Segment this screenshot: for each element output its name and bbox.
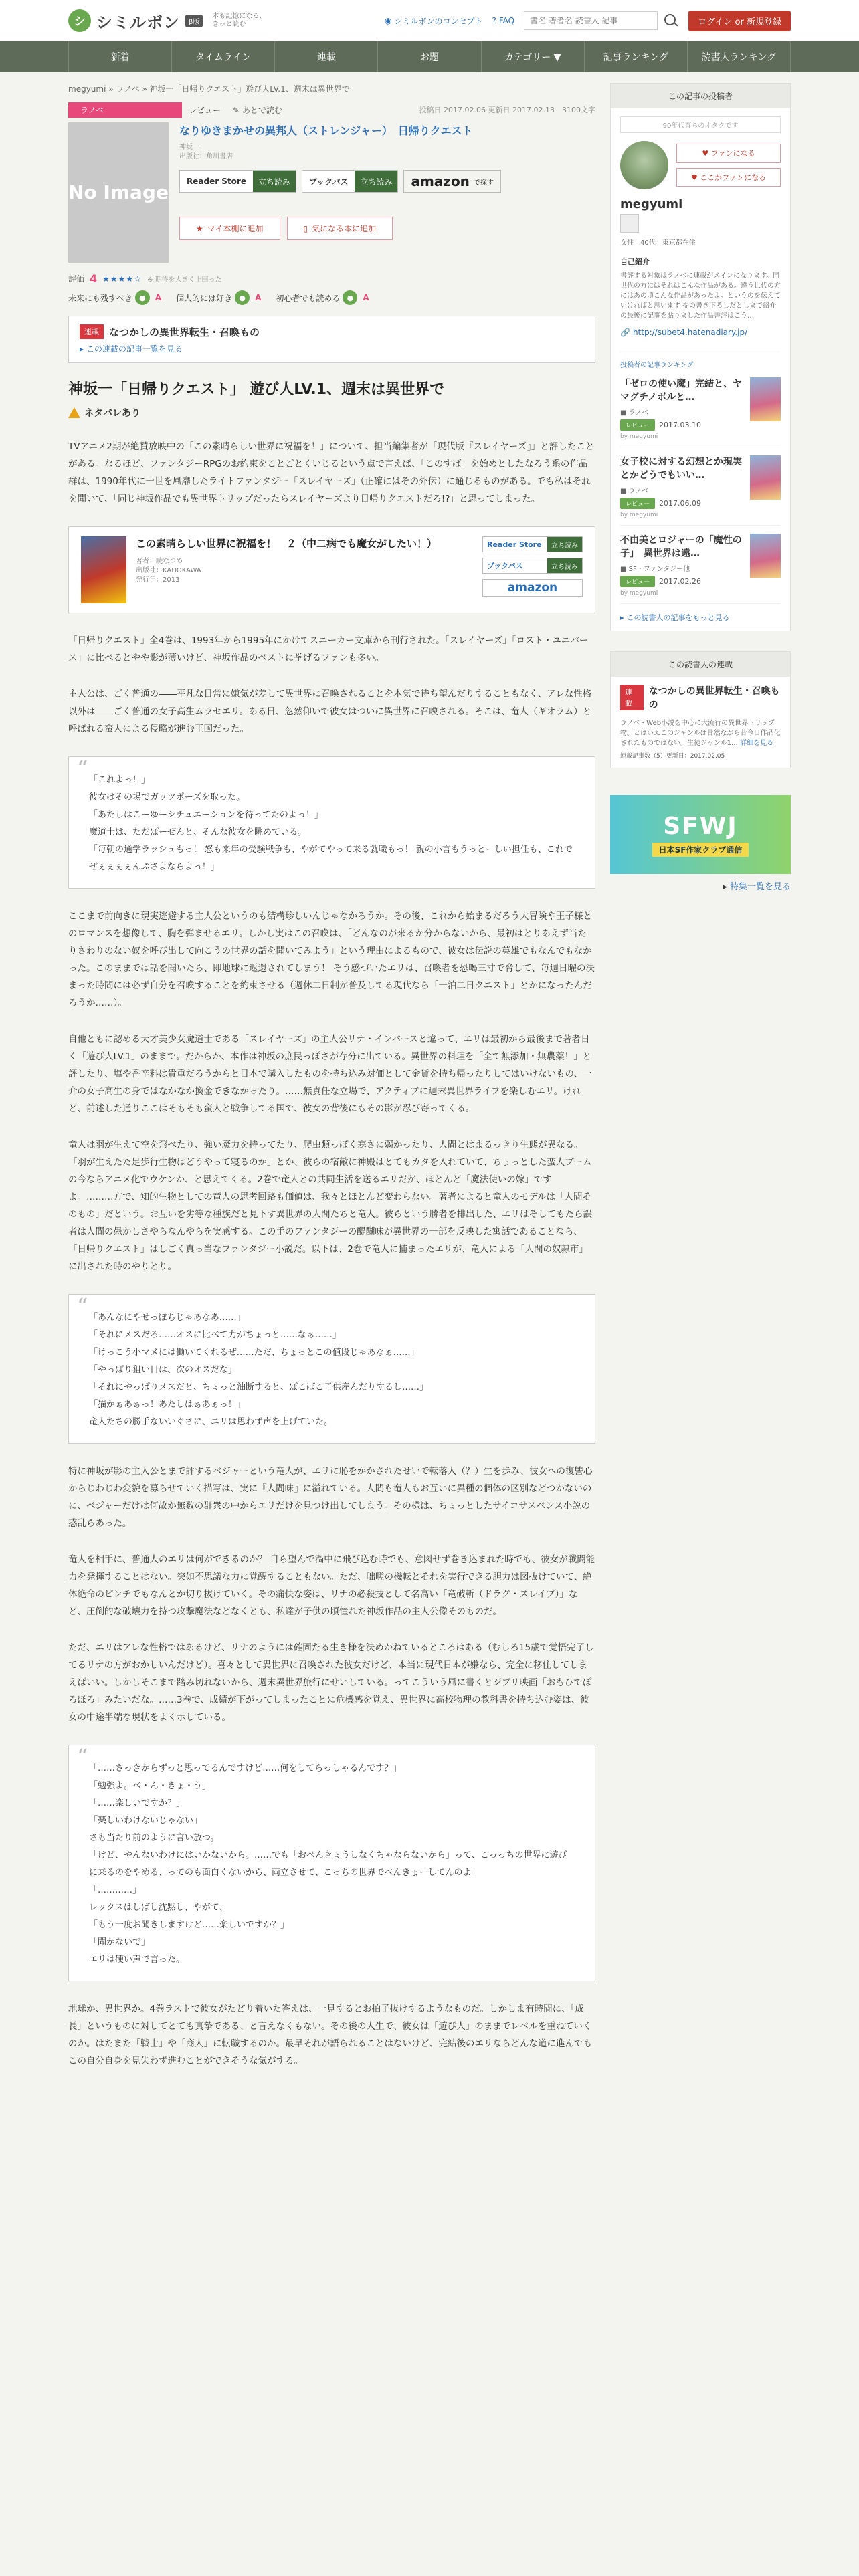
article-paragraph: 竜人は羽が生えて空を飛べたり、強い魔力を持ってたり、爬虫類っぽく寒さに弱かったり、人間とはまるっきり生態が異なる。「羽が生えたた足歩行生物はどうやって寝るのか」とか、彼らの宿敵に神殿はとてもカタを入れていて、ちょっとした蛮人ブームの今ならアニメ化でウケンか、と思えてくる。2巻で竜人との共同生活を送るエリだが、ほとんど「魔法使いの嫁」ですよ。………方で、知的生物としての竜人の思考回路も価値は、我々とほとんど変わらない。著者によると竜人のモデルは「人間そのもの」だという。お互いを劣等な種族だと見下す異世界の人間たちと竜人。彼らという勝者を排出した、エリはそしてもたら誤者は人間の愚かしさやらなんやらを実感する。この手のファンタジーの醍醐味が異世界の一部を反映した寓話であることなら、「日帰りクエスト」はしごく真っ当なファンタジー小説だ。以下は、2巻で竜人に捕まったエリが、竜人による「人間の奴隷市」に出された時のやりとり。 <box>68 1140 592 1272</box>
logo-mark-icon: シ <box>68 9 91 32</box>
article-paragraph: 特に神坂が影の主人公とまで評するベジャーという竜人が、エリに恥をかかされたせいで転落人（？）生を歩み、彼女への復讐心からじわじわ変貌を募らせていく描写は、実に『人間味』に溢れている。人間も竜人もお互いに異種の個体の区別などつかないのに、ベジャーだけは何故か無数の群衆の中からエリだけを見つけ出してしまう。その様は、ちょっとしたサイコサスペンス小説の惑乱らあった。 <box>68 1466 593 1529</box>
series-title[interactable]: なつかしの異世界転生・召喚もの <box>109 326 260 338</box>
bookmark-icon: ▯ <box>303 223 308 233</box>
reader-store-button[interactable]: Reader Store 立ち読み <box>179 170 296 193</box>
rating-score: 4 <box>90 272 98 285</box>
series-tag: 連載 <box>620 685 644 710</box>
book-cover-image[interactable] <box>81 536 126 603</box>
nav-item-new[interactable]: 新着 <box>68 41 171 72</box>
arrow-right-icon: ▸ <box>80 344 84 354</box>
nav-item-article-ranking[interactable]: 記事ランキング <box>584 41 687 72</box>
site-logo[interactable] <box>68 9 266 33</box>
ranking-thumbnail <box>750 534 781 578</box>
bookpass-button[interactable]: ブックパス 立ち読み <box>302 170 398 193</box>
series-list-link[interactable]: ▸ この連載の記事一覧を見る <box>80 344 183 354</box>
nav-item-timeline[interactable]: タイムライン <box>171 41 274 72</box>
article-paragraph: 地球か、異世界か。4巻ラストで彼女がたどり着いた答えは、一見するとお拍子抜けするようなものだ。しかしま有時間に、「成長」というものに対してとても真摯である、と言えなくもない。その後の人生で、彼女は「遊び人」のままでレベルを重ねていくのか。はたまた「戦士」や「商人」に転職するのか。最早それが語られることはないけど、完結後のエリならどんな道に進んでもこの自分自身を見失わず進むことができそうな気がする。 <box>68 2004 592 2066</box>
heart-icon: ♥ <box>690 173 698 182</box>
article-paragraph: 「日帰りクエスト」全4巻は、1993年から1995年にかけてスニーカー文庫から刊行された。「スレイヤーズ」「ロスト・ユニバース」に比べるとやや影が薄いけど、神坂作品のベストに挙げるファンも多い。 <box>68 635 589 663</box>
logo-text: シミルボン <box>96 13 180 32</box>
heart-icon: ♥ <box>702 149 709 158</box>
ranking-item[interactable]: 不由美とロジャーの「魔性の子」 異世界は遠… ■ SF・ファンタジー他 レビュー 2017.02.26 by megyumi <box>620 534 781 604</box>
quote-icon: “ <box>77 756 88 781</box>
author-name[interactable]: megyumi <box>620 197 683 211</box>
article-paragraph: 主人公は、ごく普通の――平凡な日常に嫌気が差して異世界に召喚されることを本気で待ち望んだりすることもなく、アレな性格以外は――ごく普通の女子高生ムラセエリ。ある日、忽然仰いで彼女はついに異世界に召喚される。そこは、竜人（ギオラム）と呼ばれる蛮人による侵略が進む王国だった。 <box>68 689 592 734</box>
rating-stars: ★★★★☆ <box>102 274 142 284</box>
book-cover-placeholder: No Image <box>68 122 169 263</box>
concept-link[interactable]: ◉ シミルボンのコンセプト <box>384 16 483 26</box>
article-paragraph: 竜人を相手に、普通人のエリは何ができるのか？ 自ら望んで渦中に飛び込む時でも、意図せず巻き込まれた時でも、彼女が戦闘能力を発揮することはない。突如不思議な力に覚醒することもない。ただ、咄嗟の機転とそれを実行できる胆力は図抜けていて、絶体絶命のピンチでもなんとか切り抜けていく。その痛快な姿は、リナの必殺技として名高い「竜破斬（ドラグ・スレイブ）」など、圧倒的な破壊力を持つ攻撃魔法などなくとも、私達が子供の頃憧れた神坂作品の主人公像そのものだ。 <box>68 1554 595 1617</box>
quote-block: “ 「あんなにやせっぽちじゃあなあ……」 「それにメスだろ……オスに比べて力がちょっと……なぁ……」 「けっこう小マメには働いてくれるぜ……ただ、ちょっとこの値段じゃあなぁ……」 「やっぱり狙い目は、次のオスだな」 「それにやっぱりメスだと、ちょっと油断すると、ぼこぼこ子供産んだりするし……」 「猫かぁあぁっ！あたしはぁあぁっ！」 竜人たちの勝手ないいぐさに、エリは思わず声を上げていた。 <box>68 1294 595 1444</box>
main-column <box>68 83 595 2070</box>
more-articles-link[interactable]: ▸ この読書人の記事をもっと見る <box>620 613 730 622</box>
article-paragraph: ここまで前向きに現実逃避する主人公というのも結構珍しいんじゃなかろうか。その後、これから始まるだろう大冒険や王子様とのロマンスを想像して、胸を弾ませるエリ。しかし実はこの召喚は、「どんなのが来るか分からないから、最初はとりあえず当たりさわりのない奴を呼び出して向こうの世界の話を聞いてみよう」という理由によるもので、彼女は伝説の英雄でもなんでもなかった。このままでは話を聞いたら、即地球に返還されてしまう！ そう感づいたエリは、召喚者を恐喝三寸で脅して、毎週日曜の決まった時間には必ず自分を召喚することを約束させる（週休二日制が普及してる現代なら「一泊二日クエスト」とかになったんだろうか……）。 <box>68 911 595 1008</box>
author-meta: 女性 40代 東京都在住 <box>620 239 696 247</box>
amazon-button[interactable]: amazon で探す <box>403 170 500 193</box>
series-detail-link[interactable]: 詳細を見る <box>740 740 774 747</box>
book-info <box>68 122 595 263</box>
nav-item-series[interactable]: 連載 <box>274 41 377 72</box>
author-panel-title: この記事の投稿者 <box>611 84 790 108</box>
card-book-title[interactable]: この素晴らしい世界に祝福を！ ２（中二病でも魔女がしたい！） <box>136 538 438 550</box>
nav-item-reader-ranking[interactable]: 読書人ランキング <box>687 41 791 72</box>
genre-tag[interactable]: ラノベ <box>68 102 182 118</box>
book-meta: 神坂一 出版社：角川書店 <box>179 144 233 160</box>
grade-badge-icon: ● <box>135 290 150 305</box>
warning-icon <box>68 407 80 418</box>
question-icon: ? <box>492 16 496 25</box>
add-interest-button[interactable]: ▯ 気になる本に追加 <box>287 217 393 240</box>
card-reader-store-button[interactable]: Reader Store 立ち読み <box>482 536 583 552</box>
search-input[interactable] <box>524 11 658 30</box>
search-icon[interactable] <box>662 12 679 29</box>
series-description: ラノベ・Web小説を中心に大流行の異世界トリップ物。とはいえこのジャンルは昔然ながら昔今日作品化されたものではない。生徒ジャンル1… 詳細を見る <box>620 720 781 747</box>
ranking-item[interactable]: 女子校に対する幻想とか現実とかどうでもいい… ■ ラノベ レビュー 2017.06.09 by megyumi <box>620 455 781 526</box>
series-box <box>68 316 595 363</box>
pencil-icon: ✎ <box>233 105 240 115</box>
quote-block: “ 「……さっきからずっと思ってるんですけど……何をしてらっしゃるんです？」 「勉強よ。ベ・ん・きょ・う」 「……楽しいですか？」 「楽しいわけないじゃない」 さも当たり前のように言い放つ。 「けど、やんないわけにはいかないから。……でも「おべんきょうしなくちゃならないから」って、こっっちの世界に遊びに来るのをやめる、ってのも面白くないから、両立させて、こっちの世界でべんきょーしてんのよ」 「…………」 レックスはしばし沈黙し、やがて、 「もう一度お聞きしますけど……楽しいですか？」 「聞かないで」 エリは硬い声で言った。 <box>68 1745 595 1981</box>
nav-item-topic[interactable]: お題 <box>377 41 480 72</box>
sfwj-banner[interactable]: SFWJ 日本SF作家クラブ通信 <box>610 795 791 874</box>
become-fan-button[interactable]: ♥ ファンになる <box>676 144 781 163</box>
rating: 評価 4 ★★★★☆ ※ 期待を大きく上回った <box>68 272 222 285</box>
embedded-book-card: この素晴らしい世界に祝福を！ ２（中二病でも魔女がしたい！） 著者：暁なつめ 出版社：KADOKAWA 発行年：2013 Reader Store 立ち読み ブックパス 立ち読み amazon <box>68 526 595 613</box>
type-label: レビュー <box>189 105 221 115</box>
ranking-thumbnail <box>750 455 781 500</box>
spoiler-warning: ネタバレあり <box>68 406 595 419</box>
login-button[interactable]: ログイン or 新規登録 <box>688 11 791 31</box>
article-paragraph: TVアニメ2期が絶賛放映中の「この素晴らしい世界に祝福を！」について、担当編集者が「現代版『スレイヤーズ』」と評したことがある。なるほど、ファンタジーRPGのお約束をことごとくいじるという点で言えば、「このすば」を始めとしたなろう系の作品群は、1990年代に一世を風靡したライトファンタジー「スレイヤーズ」（正確にはその外伝）に通じるものがある。でも私はそれを聞いて、「同じ神坂作品でも異世界トリップだったらスレイヤーズより日帰りクエストだろ!?」と思ってしまった。 <box>68 441 595 504</box>
ranking-thumbnail <box>750 377 781 421</box>
series-tag: 連載 <box>80 324 104 339</box>
tag-icon: ■ <box>620 409 627 417</box>
series-panel <box>610 651 791 768</box>
arrow-right-icon: ▸ <box>723 882 727 892</box>
tag-icon: ■ <box>620 566 627 573</box>
sidebar <box>610 83 791 2070</box>
quote-icon: “ <box>77 1293 88 1319</box>
logo-beta-badge: β版 <box>185 15 203 27</box>
star-icon: ★ <box>196 223 203 233</box>
arrow-right-icon: ▸ <box>620 613 624 622</box>
tag-icon: ■ <box>620 488 627 495</box>
fan-point-button[interactable]: ♥ ここがファンになる <box>676 168 781 187</box>
read-later-link[interactable]: ✎ あとで読む <box>233 105 282 115</box>
book-title-link[interactable]: なりゆきまかせの異邦人（ストレンジャー） 日帰りクエスト <box>179 124 473 137</box>
article-paragraph: ただ、エリはアレな性格ではあるけど、リナのようには確固たる生き様を決めかねているところはある（むしろ15歳で覚悟完了してるリナの方がおかしいんだけど）。喜々として異世界に召喚された彼女だけど、本当に現代日本が嫌なら、完全に移住してしまえばいい。しかしそこまで踏み切れないから、週末異世界旅行にせいしている。ってこういう風に書くとジブリ映画「おもひでぽろぽろ」みたいだな。……3巻で、成績が下がってしまったことに危機感を覚え、異世界に高校物理の教科書を持ち込む姿は、彼女の中途半端な現状をよく示している。 <box>68 1642 594 1723</box>
global-nav <box>0 41 859 72</box>
author-panel <box>610 83 791 631</box>
author-catchphrase: 90年代育ちのオタクです <box>620 116 781 133</box>
ranking-heading: 投稿者の記事ランキング <box>620 352 781 369</box>
author-intro: 書評する対象はラノベに連載がメインになります。同世代の方にはそれはこんな作品がある。違う世代の方にはあの頃こんな作品があったよ。というのを伝えていければと思います 提の書き下ろしだとしまで紹介の最後に記事を貼りました作品書評はこう… <box>620 272 781 320</box>
series-panel-title: この読書人の連載 <box>611 652 790 677</box>
recommendation-grades: 未来にも残すべき ● A 個人的には好き ● A 初心者でも読める ● A <box>68 290 595 305</box>
article-paragraph: 自他ともに認める天才美少女魔道士である「スレイヤーズ」の主人公リナ・インバースと違って、エリは最初から最後まで著者日く「遊び人LV.1」のままで。だからか、本作は神坂の庶民っぽさが存分に出ている。異世界の料理を「全て無添加・無農薬！」と評したり、塩や香辛料は貴重だろうからと日本で購入したものを持ち込み対価として金貨を持ち帰ったりしてはいけないもの、一介の女子高生の身ではなかなか換金できなかったり。……無責任な立場で、アクティブに週末異世界ライフを楽しむエリ。けれど、前述した通りここはそもそも蛮人と戦争してる国で、彼女の背後にもその影が忍び寄ってくる。 <box>68 1034 592 1114</box>
card-amazon-button[interactable]: amazon <box>482 579 583 597</box>
author-blog-link[interactable]: 🔗 http://subet4.hatenadiary.jp/ <box>620 328 748 337</box>
intro-heading: 自己紹介 <box>620 257 650 266</box>
nav-item-category[interactable]: カテゴリー ▼ <box>481 41 584 72</box>
grade-badge-icon: ● <box>235 290 250 305</box>
series-count: 連載記事数（5）更新日：2017.02.05 <box>620 753 725 760</box>
quote-block: “ 「これよっ！」 彼女はその場でガッツポーズを取った。 「あたしはこーゆーシチュエーションを待ってたのよっ！」 魔道士は、ただぽーぜんと、そんな彼女を眺めている。 「毎朝の通学ラッシュもっ！ 怒も来年の受験戦争も、やがてやって来る就職もっ！ 親の小言もうっとーしい担任も、これでぜぇぇぇぇんぶさよならよっ！」 <box>68 756 595 889</box>
article-title: 神坂一「日帰りクエスト」 遊び人LV.1、週末は異世界で <box>68 381 445 398</box>
ranking-item[interactable]: 「ゼロの使い魔」完結と、ヤマグチノボルと… ■ ラノベ レビュー 2017.03.10 by megyumi <box>620 377 781 447</box>
feature-list-link[interactable]: ▸ 特集一覧を見る <box>723 882 791 892</box>
post-dates: 投稿日 2017.02.06 更新日 2017.02.13 3100文字 <box>419 106 595 114</box>
card-bookpass-button[interactable]: ブックパス 立ち読み <box>482 558 583 574</box>
logo-small-icon: ◉ <box>384 16 392 25</box>
add-shelf-button[interactable]: ★ マイ本棚に追加 <box>179 217 280 240</box>
avatar[interactable] <box>620 141 668 189</box>
side-series-title[interactable]: なつかしの異世界転生・召喚もの <box>648 686 780 710</box>
top-header <box>0 0 859 41</box>
grade-badge-icon: ● <box>343 290 357 305</box>
link-icon: 🔗 <box>620 328 630 337</box>
logo-tagline: 本も記憶になる、 きっと読む <box>212 13 266 28</box>
quote-icon: “ <box>77 1744 88 1769</box>
author-badge-icon <box>620 214 639 233</box>
faq-link[interactable]: ? FAQ <box>492 16 515 25</box>
breadcrumb[interactable]: megyumi » ラノベ » 神坂一「日帰りクエスト」遊び人LV.1、週末は異世界で <box>68 84 350 94</box>
